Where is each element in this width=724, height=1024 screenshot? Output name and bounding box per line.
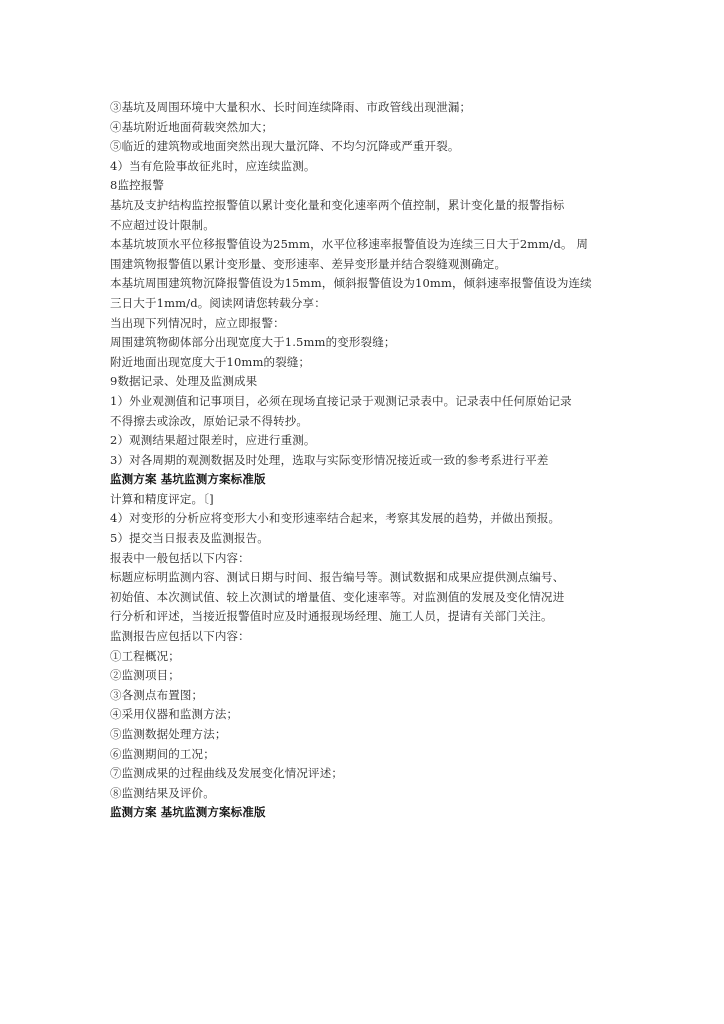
document-line: 围建筑物报警值以累计变形量、变形速率、差异变形量并结合裂缝观测确定。 <box>110 256 507 271</box>
document-line: 初始值、本次测试值、较上次测试的增量值、变化速率等。对监测值的发展及变化情况进 <box>110 589 565 604</box>
document-line: 本基坑坡顶水平位移报警值设为25mm，水平位移速率报警值设为连续三日大于2mm/d。 周 <box>110 237 589 252</box>
document-line: ⑤监测数据处理方法； <box>110 727 227 741</box>
document-line: ⑦监测成果的过程曲线及发展变化情况评述； <box>110 766 343 781</box>
document-line: 基坑及支护结构监控报警值以累计变化量和变化速率两个值控制，累计变化量的报警指标 <box>110 197 565 212</box>
document-line: 8监控报警 <box>110 178 165 193</box>
document-line: 4）当有危险事故征兆时，应连续监测。 <box>110 158 316 173</box>
document-line: 9数据记录、处理及监测成果 <box>110 374 258 389</box>
document-line: 三日大于1mm/d。阅读网请您转载分享： <box>110 295 326 310</box>
document-line: 不应超过设计限制。 <box>110 217 215 232</box>
document-line: ⑤临近的建筑物或地面突然出现大量沉降、不均匀沉降或严重开裂。 <box>110 139 460 154</box>
document-line: 不得擦去或涂改，原始记录不得转抄。 <box>110 413 309 428</box>
document-line: 1）外业观测值和记事项目，必须在现场直接记录于观测记录表中。记录表中任何原始记录 <box>110 393 572 408</box>
document-line: ③各测点布置图； <box>110 687 204 702</box>
document-line: 报表中一般包括以下内容： <box>110 550 250 565</box>
document-line: 周围建筑物砌体部分出现宽度大于1.5mm的变形裂缝； <box>110 335 396 350</box>
document-line: ②监测项目； <box>110 668 180 683</box>
document-line: 监测报告应包括以下内容： <box>110 629 250 644</box>
document-line: 4）对变形的分析应将变形大小和变形速率结合起来，考察其发展的趋势，并做出预报。 <box>110 511 561 526</box>
document-body <box>110 98 630 823</box>
document-line: ①工程概况； <box>110 648 180 663</box>
document-line: ⑥监测期间的工况； <box>110 746 215 761</box>
document-line: ④基坑附近地面荷载突然加大； <box>110 119 274 134</box>
document-heading: 监测方案 基坑监测方案标准版 <box>110 805 266 820</box>
document-line: 5）提交当日报表及监测报告。 <box>110 531 269 546</box>
document-line: 2）观测结果超过限差时，应进行重测。 <box>110 433 316 448</box>
document-line: 3）对各周期的观测数据及时处理，选取与实际变形情况接近或一致的参考系进行平差 <box>110 452 549 467</box>
document-line: 计算和精度评定。〔] <box>110 491 214 506</box>
document-line: 本基坑周围建筑物沉降报警值设为15mm，倾斜报警值设为10mm，倾斜速率报警值设为连续 <box>110 276 592 291</box>
document-line: 附近地面出现宽度大于10mm的裂缝； <box>110 354 311 369</box>
document-line: ④采用仪器和监测方法； <box>110 707 239 722</box>
document-line: 标题应标明监测内容、测试日期与时间、报告编号等。测试数据和成果应提供测点编号、 <box>110 570 565 585</box>
document-heading: 监测方案 基坑监测方案标准版 <box>110 472 266 487</box>
document-line: ⑧监测结果及评价。 <box>110 785 215 800</box>
document-line: ③基坑及周围环境中大量积水、长时间连续降雨、市政管线出现泄漏； <box>110 100 472 114</box>
document-line: 行分析和评述，当接近报警值时应及时通报现场经理、施工人员，提请有关部门关注。 <box>110 609 553 624</box>
document-line: 当出现下列情况时，应立即报警： <box>110 315 285 330</box>
